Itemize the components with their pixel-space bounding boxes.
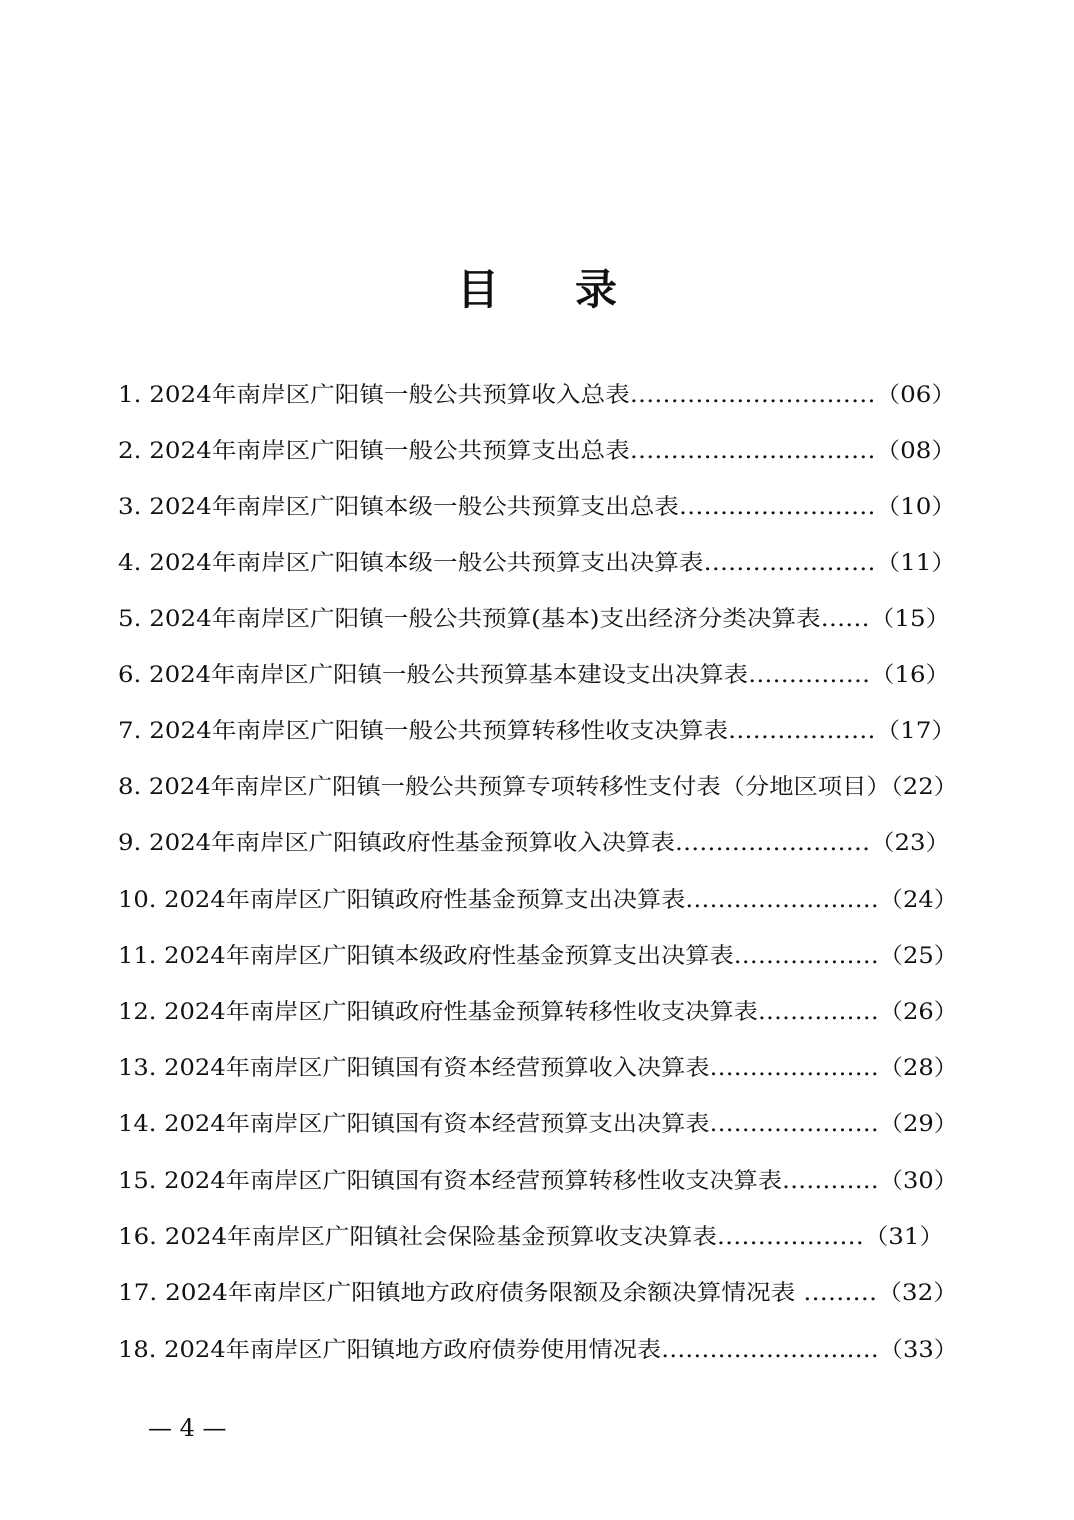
toc-entry[interactable]: 4. 2024年南岸区广阳镇本级一般公共预算支出决算表…………………（11） xyxy=(118,551,956,576)
toc-entry[interactable]: 7. 2024年南岸区广阳镇一般公共预算转移性收支决算表………………（17） xyxy=(118,719,956,744)
toc-entry[interactable]: 16. 2024年南岸区广阳镇社会保险基金预算收支决算表………………（31） xyxy=(118,1225,944,1250)
toc-entry[interactable]: 11. 2024年南岸区广阳镇本级政府性基金预算支出决算表………………（25） xyxy=(118,944,958,969)
toc-entry[interactable]: 12. 2024年南岸区广阳镇政府性基金预算转移性收支决算表……………（26） xyxy=(118,1000,958,1025)
toc-entry[interactable]: 8. 2024年南岸区广阳镇一般公共预算专项转移性支付表（分地区项目）（22） xyxy=(118,775,958,800)
toc-entry[interactable]: 2. 2024年南岸区广阳镇一般公共预算支出总表…………………………（08） xyxy=(118,439,956,464)
toc-entry[interactable]: 15. 2024年南岸区广阳镇国有资本经营预算转移性收支决算表…………（30） xyxy=(118,1169,958,1194)
toc-entry[interactable]: 6. 2024年南岸区广阳镇一般公共预算基本建设支出决算表……………（16） xyxy=(118,663,950,688)
toc-entry[interactable]: 10. 2024年南岸区广阳镇政府性基金预算支出决算表……………………（24） xyxy=(118,888,958,913)
toc-entry[interactable]: 5. 2024年南岸区广阳镇一般公共预算(基本)支出经济分类决算表……（15） xyxy=(118,607,951,632)
toc-entry[interactable]: 18. 2024年南岸区广阳镇地方政府债券使用情况表………………………（33） xyxy=(118,1338,958,1363)
toc-entry[interactable]: 9. 2024年南岸区广阳镇政府性基金预算收入决算表……………………（23） xyxy=(118,831,950,856)
toc-entry[interactable]: 17. 2024年南岸区广阳镇地方政府债务限额及余额决算情况表 ………（32） xyxy=(118,1281,958,1306)
toc-entry[interactable]: 13. 2024年南岸区广阳镇国有资本经营预算收入决算表…………………（28） xyxy=(118,1056,958,1081)
toc-title: 目录 xyxy=(456,265,693,314)
toc-entry[interactable]: 14. 2024年南岸区广阳镇国有资本经营预算支出决算表…………………（29） xyxy=(118,1112,958,1137)
page-number: — 4 — xyxy=(148,1414,227,1442)
toc-entry[interactable]: 3. 2024年南岸区广阳镇本级一般公共预算支出总表……………………（10） xyxy=(118,495,956,520)
toc-entry[interactable]: 1. 2024年南岸区广阳镇一般公共预算收入总表…………………………（06） xyxy=(118,383,956,408)
